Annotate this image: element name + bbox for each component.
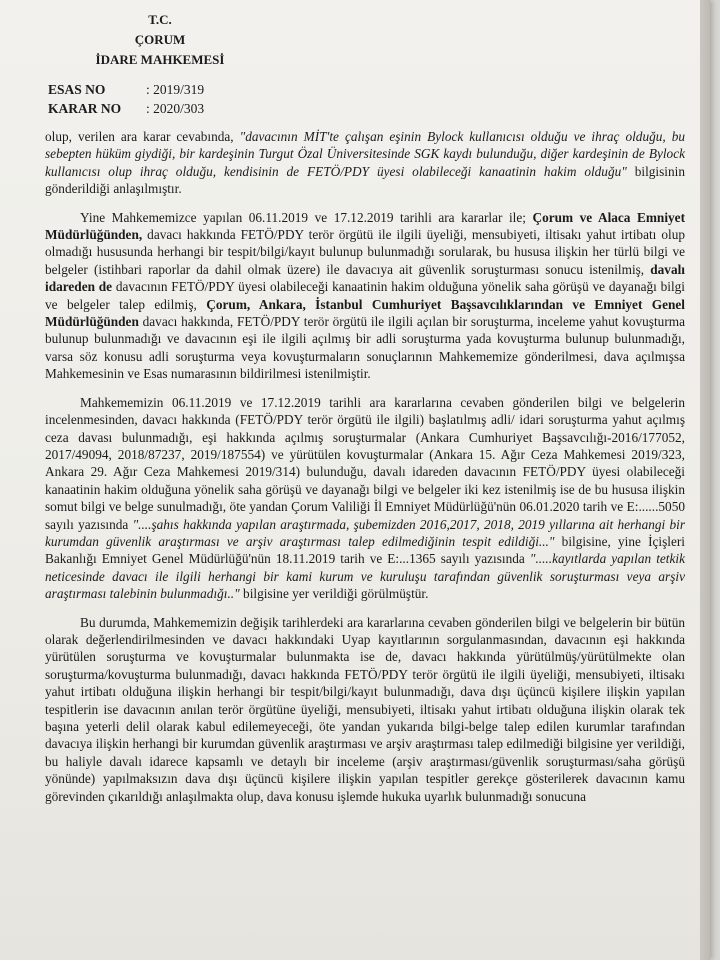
p4-text: Bu durumda, Mahkememizin değişik tarihlerdeki ara kararlarına cevaben gönderilen bilgi ve belgelerin bir bütün olarak değerlendirilmesinden ve davacı hakkındaki Uyap kayıtlarının sorgulanmasından, davacının eşi hakkında yürütülen soruşturma ve kovuşturmalar bulunmakta ise de, davacı hakkında yürütülmüş/yürütülmekte olan soruşturma/kovuşturma bulunmadığı, davacı hakkında FETÖ/PDY terör örgütü ile ilgili üyeliği, mensubiyeti, iltisakı yahut irtibatı olduğuna ilişkin herhangi bir tespit/bilgi/kayıt bulunmadığı, dava dışı üçüncü kişilere ilişkin yapılan tespitlerin ise davacının anılan terör örgütüne üyeliği, mensubiyeti, iltisakı yahut irtibatı olduğuna ilişkin olarak tek başına yeterli delil olarak kabul edilemeyeceği, öte yandan yukarıda bilgi-belge talep edilen kurumlar tarafından davacıya ilişkin herhangi bir kurumdan güvenlik araştırması ve arşiv araştırması talep edilmediği bilgisine yer verildiği, bu haliyle davalı idarece kapsamlı ve detaylı bir inceleme (arşiv araştırması/güvenlik soruşturması/saha görüşü yönünde) yapılmaksızın dava dışı üçüncü kişilere ilişkin yapılan tespitler gerekçe gösterilerek davacının kamu görevinden çıkarıldığı anlaşılmakta olup, dava konusu işlemde hukuka uyarlık bulunmadığı sonucuna [45,614,685,804]
p2-text-d: davacının FETÖ/PDY üyesi olabileceği kanaatinin hakim olduğuna yönelik saha görüşü ve dayanağı bilgi ve belgeler talep edilmiş, [45,279,685,312]
paragraph-2 [45,209,685,383]
p2-text-e: davacı hakkında, FETÖ/PDY terör örgütü ile ilgili açılan bir soruşturma, inceleme yahut kovuşturma bulunup bulunmadığı ve davacının eşi ile ilgili açılmış bir adli soruşturma yada kovuşturma bulunup bulunmadığı, varsa söz konusu adli soruşturma veya kovuşturmaların sonuçlarının Mahkememize gönderilmesi, dava açılmışsa Mahkemesinin ve Esas numarasının bildirilmesi istenilmiştir. [45,314,685,382]
p2-text-a: Yine Mahkememizce yapılan 06.11.2019 ve 17.12.2019 tarihli ara kararlar ile; [80,209,533,225]
p3-text-c: bilgisine yer verildiği görülmüştür. [239,586,429,602]
header-tc: T.C. [148,12,172,27]
p3-quote-1: "....şahıs hakkında yapılan araştırmada, şubemizden 2016,2017, 2018, 2019 yıllarına ait herhangi bir kurumdan güvenlik araştırması ve arşiv araştırması talep edilmediğinin tespit edildiği..." [45,516,686,549]
paragraph-3 [45,394,685,603]
p1-quote: "davacının MİT'te çalışan eşinin Bylock kullanıcısı olduğu ve ihraç olduğu, bu sebepten hüküm giydiği, bir kardeşinin Turgut Özal Üniversitesinde SGK kaydı bulunduğu, diğer kardeşinin de Bylock kullanıcısı olup ihraç olduğu, kendisinin de FETÖ/PDY üyesi olabileceği kanaatinin hakim olduğu" [45,129,685,179]
header-court: İDARE MAHKEMESİ [95,52,225,67]
paragraph-4 [45,614,685,805]
p1-text-b: bilgisinin gönderildiği anlaşılmıştır. [45,163,685,197]
p3-text-b: bilgisine, yine İçişleri Bakanlığı Emniyet Genel Müdürlüğü'nün 18.11.2019 tarih ve E:...1365 sayılı yazısında [45,533,686,567]
p2-bold-1: Çorum ve Alaca Emniyet Müdürlüğünden, [45,209,685,243]
esas-row [48,80,204,99]
esas-label: ESAS NO [48,82,106,97]
document-body [45,128,685,816]
karar-value: : 2020/303 [146,101,205,116]
case-numbers [48,80,204,118]
p3-quote-2: ".....kayıtlarda yapılan tetkik neticesinde davacı ile ilgili herhangi bir kami kurum ve kuruluşu tarafından güvenlik soruşturması veya arşiv araştırması talebinin bulunmadığı.." [45,551,685,602]
karar-row [48,99,204,118]
p2-bold-2: davalı idareden de [45,261,685,295]
page-edge-shadow [700,0,710,960]
esas-value: : 2019/319 [146,82,205,97]
p1-text-a: olup, verilen ara karar cevabında, [45,129,240,144]
karar-label: KARAR NO [48,101,122,116]
header-city: ÇORUM [134,32,186,47]
paragraph-1 [45,128,685,198]
p2-text-c: davacı hakkında FETÖ/PDY terör örgütü ile ilgili üyeliği, mensubiyeti, iltisakı yahut irtibatı olup olmadığı hususunda herhangi bir tespit/bilgi/kayıt bulunup bulunmadığı sorularak, bu hususa ilişkin her türlü bilgi ve belgeler (istihbari raporlar da dahil olmak üzere) ile davacıya ait güvenlik soruşturması sonucu istenilmiş, [45,227,685,277]
p3-text-a: Mahkememizin 06.11.2019 ve 17.12.2019 tarihli ara kararlarına cevaben gönderilen bilgi ve belgelerin incelenmesinden, davacı hakkında (FETÖ/PDY terör örgütü ile ilgili) başlatılmış adli/ idari soruşturma yahut açılmış ceza davası bulunmadığı, eşi hakkında açılmış soruşturmalar (Ankara Cumhuriyet Başsavcılığı-2016/177052, 2017/49094, 2018/87237, 2019/187554) ve yürütülen kovuşturmalar (Ankara 15. Ağır Ceza Mahkemesi 2019/323, Ankara 29. Ağır Ceza Mahkemesi 2019/314) bulunduğu, davalı idareden davacının FETÖ/PDY üyesi olabileceği kanaatinin hakim olduğuna yönelik saha görüşü ve dayanağı bilgi ve belgeler iki kez istenilmiş ise de bu hususa ilişkin somut bilgi ve belge sunulmadığı, öte yandan Çorum Valiliği İl Emniyet Müdürlüğü'nün 06.01.2020 tarih ve E:......5050 sayılı yazısında [45,394,685,532]
p2-bold-3: Çorum, Ankara, İstanbul Cumhuriyet Başsavcılıklarından ve Emniyet Genel Müdürlüğünden [45,296,686,330]
court-header [60,10,260,70]
